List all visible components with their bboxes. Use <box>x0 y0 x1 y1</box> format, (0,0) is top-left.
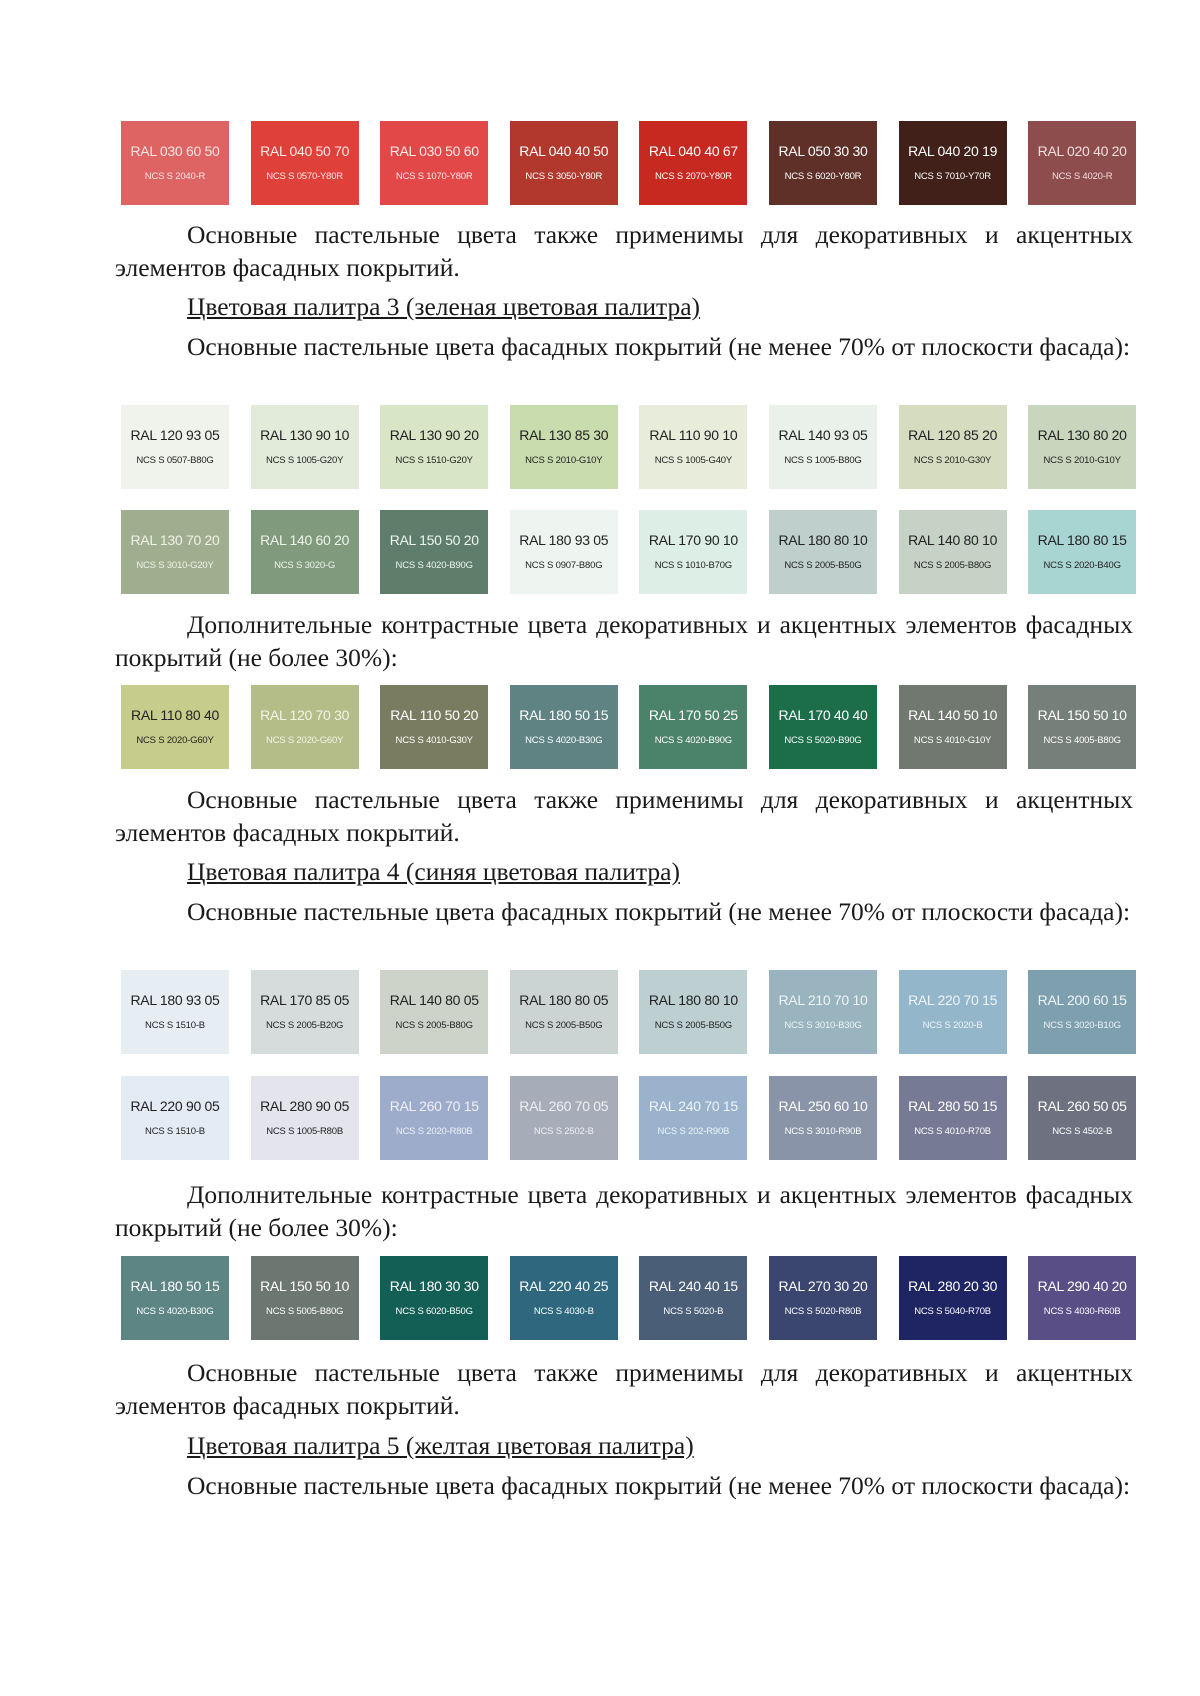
ral-code: RAL 290 40 20 <box>1037 1278 1127 1295</box>
swatch-row-green-main-2 <box>121 510 1136 594</box>
ral-code: RAL 180 93 05 <box>130 992 220 1009</box>
ncs-code: NCS S 2020-R80B <box>395 1126 473 1138</box>
ral-code: RAL 260 70 05 <box>519 1098 609 1115</box>
ral-code: RAL 140 80 05 <box>389 992 479 1009</box>
ncs-code: NCS S 1005-B80G <box>784 455 862 467</box>
ncs-code: NCS S 2005-B50G <box>784 560 862 572</box>
ral-code: RAL 250 60 10 <box>778 1098 868 1115</box>
ncs-code: NCS S 1070-Y80R <box>395 171 473 183</box>
ncs-code: NCS S 0570-Y80R <box>266 171 343 183</box>
ncs-code: NCS S 1005-R80B <box>266 1126 343 1138</box>
ral-code: RAL 130 85 30 <box>519 427 609 444</box>
ncs-code: NCS S 2005-B50G <box>525 1020 603 1032</box>
swatch-row-green-accent <box>121 685 1136 769</box>
color-swatch <box>899 510 1007 594</box>
color-swatch <box>510 405 618 489</box>
ncs-code: NCS S 4010-G30Y <box>395 735 473 747</box>
color-swatch <box>639 970 747 1054</box>
color-swatch <box>899 121 1007 205</box>
color-swatch <box>639 1256 747 1340</box>
ncs-code: NCS S 2010-G10Y <box>525 455 603 467</box>
ncs-code: NCS S 5020-B90G <box>784 735 862 747</box>
paragraph: Дополнительные контрастные цвета декоративных и акцентных элементов фасадных покрытий (не более 30%): <box>115 1180 1133 1242</box>
color-swatch <box>1028 1256 1136 1340</box>
color-swatch <box>769 970 877 1054</box>
ral-code: RAL 120 70 30 <box>260 707 350 724</box>
ral-code: RAL 240 40 15 <box>648 1278 738 1295</box>
ral-code: RAL 040 20 19 <box>908 143 998 160</box>
ral-code: RAL 130 80 20 <box>1037 427 1127 444</box>
ncs-code: NCS S 2010-G30Y <box>913 455 992 467</box>
ral-code: RAL 140 80 10 <box>908 532 998 549</box>
ral-code: RAL 180 50 15 <box>130 1278 220 1295</box>
color-swatch <box>380 1256 488 1340</box>
color-swatch <box>769 685 877 769</box>
ral-code: RAL 260 70 15 <box>389 1098 479 1115</box>
ral-code: RAL 150 50 10 <box>1037 707 1127 724</box>
color-swatch <box>121 1076 229 1160</box>
color-swatch <box>121 970 229 1054</box>
ral-code: RAL 180 80 10 <box>778 532 868 549</box>
paragraph: Основные пастельные цвета фасадных покрытий (не менее 70% от плоскости фасада): <box>187 897 1131 926</box>
color-swatch <box>121 121 229 205</box>
palette-5-heading: Цветовая палитра 5 (желтая цветовая палитра) <box>187 1431 694 1460</box>
ncs-code: NCS S 4020-B90G <box>654 735 732 747</box>
ncs-code: NCS S 2040-R <box>144 171 206 183</box>
color-swatch <box>121 685 229 769</box>
color-swatch <box>639 1076 747 1160</box>
color-swatch <box>380 1076 488 1160</box>
ral-code: RAL 040 40 67 <box>648 143 738 160</box>
swatch-row-red-accent <box>121 121 1136 205</box>
ncs-code: NCS S 2502-B <box>533 1126 594 1138</box>
color-swatch <box>1028 121 1136 205</box>
ral-code: RAL 140 93 05 <box>778 427 868 444</box>
color-swatch <box>639 510 747 594</box>
ral-code: RAL 270 30 20 <box>778 1278 868 1295</box>
ncs-code: NCS S 2070-Y80R <box>655 171 732 183</box>
ral-code: RAL 240 70 15 <box>648 1098 738 1115</box>
ral-code: RAL 170 90 10 <box>648 532 738 549</box>
paragraph: Основные пастельные цвета также применимы для декоративных и акцентных элементов фасадных покрытий. <box>115 785 1133 847</box>
ncs-code: NCS S 5020-B <box>663 1306 724 1318</box>
ral-code: RAL 150 50 20 <box>389 532 479 549</box>
color-swatch <box>380 121 488 205</box>
swatch-row-blue-main-2 <box>121 1076 1136 1160</box>
ral-code: RAL 050 30 30 <box>778 143 868 160</box>
palette-3-heading: Цветовая палитра 3 (зеленая цветовая палитра) <box>187 292 701 321</box>
ncs-code: NCS S 1510-B <box>145 1020 205 1032</box>
ncs-code: NCS S 4020-B30G <box>525 735 603 747</box>
ncs-code: NCS S 2010-G10Y <box>1043 455 1121 467</box>
color-swatch <box>1028 405 1136 489</box>
ral-code: RAL 130 90 10 <box>260 427 350 444</box>
paragraph: Основные пастельные цвета также применимы для декоративных и акцентных элементов фасадных покрытий. <box>115 1358 1133 1420</box>
ral-code: RAL 180 80 05 <box>519 992 609 1009</box>
color-swatch <box>769 121 877 205</box>
ral-code: RAL 140 50 10 <box>908 707 998 724</box>
ncs-code: NCS S 3050-Y80R <box>525 171 603 183</box>
color-swatch <box>510 685 618 769</box>
ral-code: RAL 040 40 50 <box>519 143 609 160</box>
ncs-code: NCS S 0507-B80G <box>136 455 214 467</box>
color-swatch <box>251 405 359 489</box>
color-swatch <box>121 405 229 489</box>
color-swatch <box>380 970 488 1054</box>
ncs-code: NCS S 4030-B <box>533 1306 594 1318</box>
color-swatch <box>510 1076 618 1160</box>
color-swatch <box>1028 1076 1136 1160</box>
paragraph: Дополнительные контрастные цвета декоративных и акцентных элементов фасадных покрытий (не более 30%): <box>115 610 1133 672</box>
ral-code: RAL 280 20 30 <box>908 1278 998 1295</box>
ral-code: RAL 210 70 10 <box>778 992 868 1009</box>
ncs-code: NCS S 6020-B50G <box>395 1306 473 1318</box>
ncs-code: NCS S 1510-G20Y <box>395 455 473 467</box>
ncs-code: NCS S 5040-R70B <box>914 1306 991 1318</box>
ncs-code: NCS S 7010-Y70R <box>914 171 991 183</box>
ncs-code: NCS S 5020-R80B <box>784 1306 862 1318</box>
ncs-code: NCS S 2005-B20G <box>265 1020 344 1032</box>
ral-code: RAL 110 90 10 <box>649 427 738 444</box>
color-swatch <box>1028 510 1136 594</box>
ral-code: RAL 170 50 25 <box>648 707 738 724</box>
color-swatch <box>121 1256 229 1340</box>
ral-code: RAL 180 80 10 <box>648 992 738 1009</box>
ral-code: RAL 110 80 40 <box>131 707 219 724</box>
ncs-code: NCS S 3010-B30G <box>784 1020 862 1032</box>
ncs-code: NCS S 3010-R90B <box>784 1126 862 1138</box>
ncs-code: NCS S 2005-B50G <box>654 1020 732 1032</box>
ncs-code: NCS S 2005-B80G <box>913 560 992 572</box>
ncs-code: NCS S 2020-G60Y <box>265 735 344 747</box>
ncs-code: NCS S 2020-G60Y <box>136 735 214 747</box>
palette-4-heading: Цветовая палитра 4 (синяя цветовая палитра) <box>187 857 680 886</box>
ncs-code: NCS S 2005-B80G <box>395 1020 473 1032</box>
ncs-code: NCS S 0907-B80G <box>525 560 603 572</box>
color-swatch <box>251 970 359 1054</box>
ncs-code: NCS S 2020-B40G <box>1043 560 1121 572</box>
ral-code: RAL 220 70 15 <box>908 992 998 1009</box>
ncs-code: NCS S 4010-R70B <box>914 1126 991 1138</box>
ncs-code: NCS S 1005-G40Y <box>654 455 732 467</box>
ral-code: RAL 120 85 20 <box>908 427 998 444</box>
color-swatch <box>251 121 359 205</box>
ral-code: RAL 030 60 50 <box>130 143 220 160</box>
ral-code: RAL 130 90 20 <box>389 427 479 444</box>
ncs-code: NCS S 4005-B80G <box>1043 735 1121 747</box>
ral-code: RAL 280 50 15 <box>908 1098 998 1115</box>
ral-code: RAL 280 90 05 <box>260 1098 350 1115</box>
ncs-code: NCS S 1510-B <box>145 1126 205 1138</box>
color-swatch <box>251 510 359 594</box>
color-swatch <box>639 121 747 205</box>
ncs-code: NCS S 2020-B <box>922 1020 983 1032</box>
ncs-code: NCS S 4010-G10Y <box>913 735 992 747</box>
ral-code: RAL 180 93 05 <box>519 532 609 549</box>
ral-code: RAL 020 40 20 <box>1037 143 1127 160</box>
color-swatch <box>899 405 1007 489</box>
ral-code: RAL 220 40 25 <box>519 1278 609 1295</box>
ncs-code: NCS S 202-R90B <box>657 1126 730 1138</box>
color-swatch <box>1028 970 1136 1054</box>
ral-code: RAL 180 80 15 <box>1037 532 1127 549</box>
ral-code: RAL 110 50 20 <box>390 707 479 724</box>
ral-code: RAL 150 50 10 <box>260 1278 350 1295</box>
color-swatch <box>1028 685 1136 769</box>
ncs-code: NCS S 3020-B10G <box>1043 1020 1121 1032</box>
ral-code: RAL 180 30 30 <box>389 1278 479 1295</box>
color-swatch <box>251 685 359 769</box>
color-swatch <box>769 1076 877 1160</box>
color-swatch <box>251 1076 359 1160</box>
color-swatch <box>251 1256 359 1340</box>
color-swatch <box>899 1256 1007 1340</box>
ral-code: RAL 140 60 20 <box>260 532 350 549</box>
swatch-row-blue-accent <box>121 1256 1136 1340</box>
ncs-code: NCS S 4030-R60B <box>1043 1306 1121 1318</box>
ncs-code: NCS S 4020-R <box>1051 171 1113 183</box>
color-swatch <box>899 685 1007 769</box>
ral-code: RAL 120 93 05 <box>130 427 220 444</box>
ncs-code: NCS S 4502-B <box>1052 1126 1113 1138</box>
ncs-code: NCS S 4020-B30G <box>136 1306 214 1318</box>
color-swatch <box>380 685 488 769</box>
color-swatch <box>769 510 877 594</box>
color-swatch <box>769 405 877 489</box>
color-swatch <box>899 970 1007 1054</box>
ral-code: RAL 170 85 05 <box>260 992 350 1009</box>
ncs-code: NCS S 4020-B90G <box>395 560 473 572</box>
color-swatch <box>510 121 618 205</box>
paragraph: Основные пастельные цвета также применимы для декоративных и акцентных элементов фасадных покрытий. <box>115 220 1133 282</box>
ral-code: RAL 180 50 15 <box>519 707 609 724</box>
ral-code: RAL 130 70 20 <box>130 532 220 549</box>
ral-code: RAL 200 60 15 <box>1037 992 1127 1009</box>
ral-code: RAL 040 50 70 <box>260 143 350 160</box>
ncs-code: NCS S 1005-G20Y <box>265 455 344 467</box>
color-swatch <box>121 510 229 594</box>
ncs-code: NCS S 1010-B70G <box>654 560 732 572</box>
color-swatch <box>380 405 488 489</box>
swatch-row-green-main-1 <box>121 405 1136 489</box>
color-swatch <box>510 970 618 1054</box>
ncs-code: NCS S 6020-Y80R <box>784 171 862 183</box>
color-swatch <box>380 510 488 594</box>
paragraph: Основные пастельные цвета фасадных покрытий (не менее 70% от плоскости фасада): <box>187 1471 1131 1500</box>
color-swatch <box>639 405 747 489</box>
ncs-code: NCS S 3010-G20Y <box>136 560 214 572</box>
ral-code: RAL 170 40 40 <box>778 707 868 724</box>
ral-code: RAL 030 50 60 <box>389 143 479 160</box>
swatch-row-blue-main-1 <box>121 970 1136 1054</box>
color-swatch <box>899 1076 1007 1160</box>
ncs-code: NCS S 5005-B80G <box>265 1306 344 1318</box>
ncs-code: NCS S 3020-G <box>274 560 336 572</box>
color-swatch <box>769 1256 877 1340</box>
paragraph: Основные пастельные цвета фасадных покрытий (не менее 70% от плоскости фасада): <box>187 332 1131 361</box>
color-swatch <box>639 685 747 769</box>
ral-code: RAL 260 50 05 <box>1037 1098 1127 1115</box>
color-swatch <box>510 1256 618 1340</box>
color-swatch <box>510 510 618 594</box>
ral-code: RAL 220 90 05 <box>130 1098 220 1115</box>
